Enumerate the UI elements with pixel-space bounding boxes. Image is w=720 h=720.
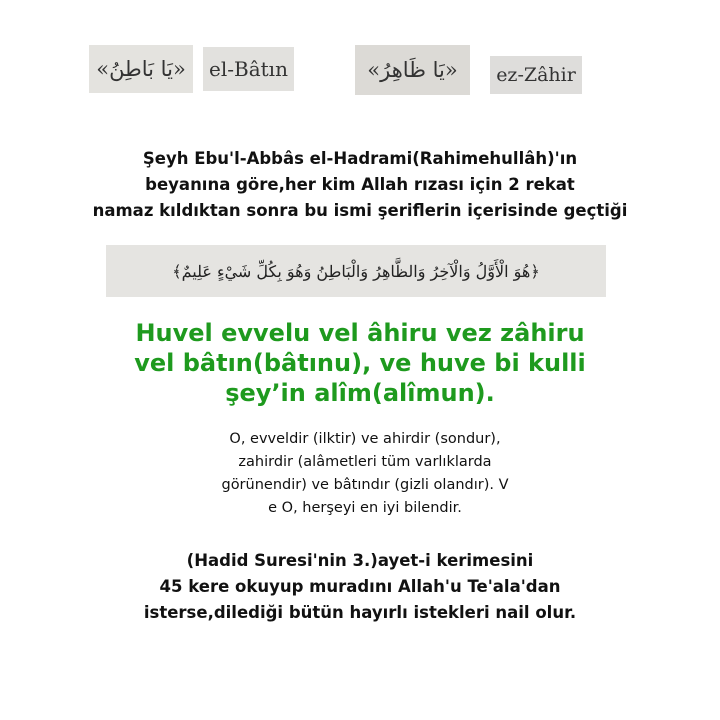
transliteration-text bbox=[0, 318, 720, 408]
intro-text bbox=[0, 146, 720, 224]
closing-text bbox=[0, 548, 720, 626]
closing-line: (Hadid Suresi'nin 3.)ayet-i kerimesini bbox=[186, 551, 534, 570]
intro-line: namaz kıldıktan sonra bu ismi şeriflerin içerisinde geçtiği bbox=[92, 201, 628, 220]
meaning-line: görünendir) ve bâtındır (gizli olandır). V bbox=[221, 477, 509, 493]
transliteration-line: şey’in alîm(alîmun). bbox=[225, 379, 495, 407]
closing-line: 45 kere okuyup muradını Allah'u Te'ala'dan bbox=[159, 577, 561, 596]
closing-line: isterse,dilediği bütün hayırlı istekleri nail olur. bbox=[143, 603, 577, 622]
meaning-line: O, evveldir (ilktir) ve ahirdir (sondur), bbox=[229, 431, 501, 447]
batin-latin-image: el-Bâtın bbox=[203, 47, 294, 91]
transliteration-line: vel bâtın(bâtınu), ve huve bi kulli bbox=[134, 349, 586, 377]
verse-arabic-image: ﴿هُوَ الْأَوَّلُ وَالْآخِرُ وَالظَّاهِرُ وَالْبَاطِنُ وَهُوَ بِكُلِّ شَيْءٍ عَلِيمٌ﴾ bbox=[106, 245, 606, 297]
meaning-line: e O, herşeyi en iyi bilendir. bbox=[268, 500, 462, 516]
zahir-latin-image: ez-Zâhir bbox=[490, 56, 582, 94]
transliteration-line: Huvel evvelu vel âhiru vez zâhiru bbox=[135, 319, 585, 347]
intro-line: beyanına göre,her kim Allah rızası için 2 rekat bbox=[145, 175, 575, 194]
meaning-line: zahirdir (alâmetleri tüm varlıklarda bbox=[238, 454, 492, 470]
batin-arabic-image: «يَا بَاطِنُ» bbox=[89, 45, 193, 93]
intro-line: Şeyh Ebu'l-Abbâs el-Hadrami(Rahimehullâh)'ın bbox=[142, 149, 578, 168]
meaning-text bbox=[150, 428, 580, 520]
zahir-arabic-image: «يَا ظَاهِرُ» bbox=[355, 45, 470, 95]
